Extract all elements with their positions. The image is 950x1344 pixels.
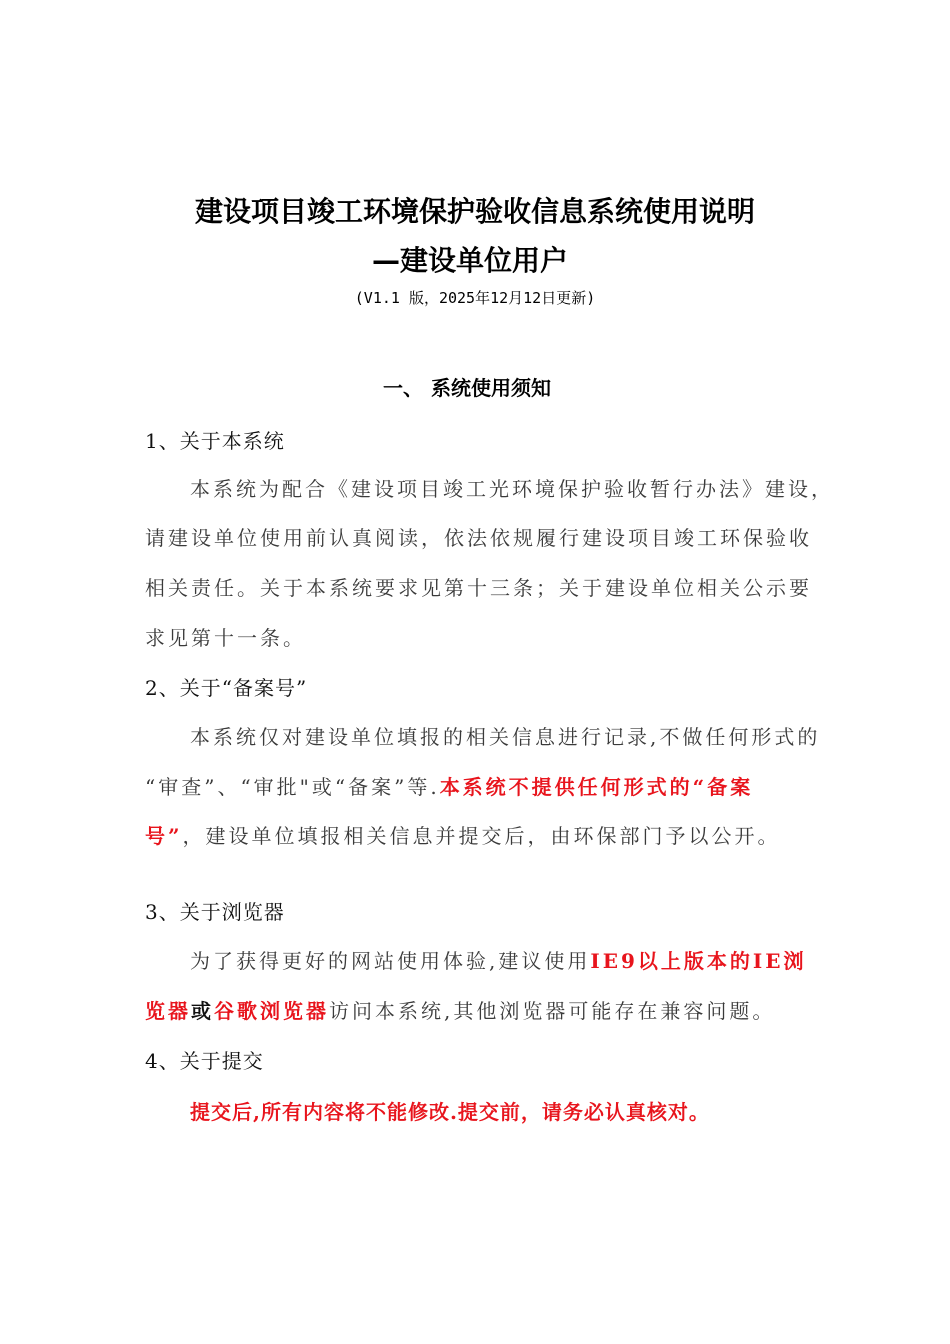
emphasis-text: 览器 [145, 999, 191, 1023]
item-heading-about-system: 1、关于本系统 [145, 429, 285, 453]
section-title: 系统使用须知 [431, 376, 551, 400]
paragraph-line: 相关责任。关于本系统要求见第十三条；关于建设单位相关公示要 [145, 576, 812, 600]
section-number: 一、 [383, 376, 423, 400]
paragraph-line [190, 1096, 710, 1125]
document-title-line1: 建设项目竣工环境保护验收信息系统使用说明 [194, 195, 755, 228]
paragraph-line [145, 771, 753, 800]
paragraph-text: 或 [191, 999, 214, 1023]
paragraph-text: 为了获得更好的网站使用体验,建议使用 [190, 949, 591, 973]
item-heading-record-number: 2、关于“备案号” [145, 676, 308, 700]
paragraph-line: 求见第十一条。 [145, 626, 306, 650]
paragraph-line [145, 995, 775, 1024]
paragraph-text: 访问本系统,其他浏览器可能存在兼容问题。 [329, 999, 776, 1023]
paragraph-text: “审查”、“审批"或“备案”等. [145, 775, 440, 799]
emphasis-text: 谷歌浏览器 [214, 999, 329, 1023]
emphasis-text: 号” [145, 824, 183, 848]
paragraph-line: 请建设单位使用前认真阅读，依法依规履行建设项目竣工环保验收 [145, 526, 812, 550]
paragraph-text: ，建设单位填报相关信息并提交后，由环保部门予以公开。 [182, 824, 781, 848]
version-note: (V1.1 版，2025年12月12日更新) [354, 289, 596, 307]
item-heading-submit: 4、关于提交 [145, 1049, 264, 1073]
emphasis-text: 本系统不提供任何形式的“备案 [439, 775, 754, 799]
paragraph-line [190, 945, 806, 974]
paragraph-line [145, 820, 781, 849]
emphasis-text: 提交后,所有内容将不能修改.提交前，请务必认真核对。 [190, 1100, 710, 1124]
paragraph-line: 本系统仅对建设单位填报的相关信息进行记录,不做任何形式的 [190, 725, 821, 749]
emphasis-text: IE9以上版本的IE浏 [590, 949, 807, 973]
document-title-line2: —建设单位用户 [371, 244, 568, 277]
item-heading-browser: 3、关于浏览器 [145, 900, 285, 924]
paragraph-line: 本系统为配合《建设项目竣工光环境保护验收暂行办法》建设， [190, 477, 834, 501]
section-heading [383, 372, 551, 401]
